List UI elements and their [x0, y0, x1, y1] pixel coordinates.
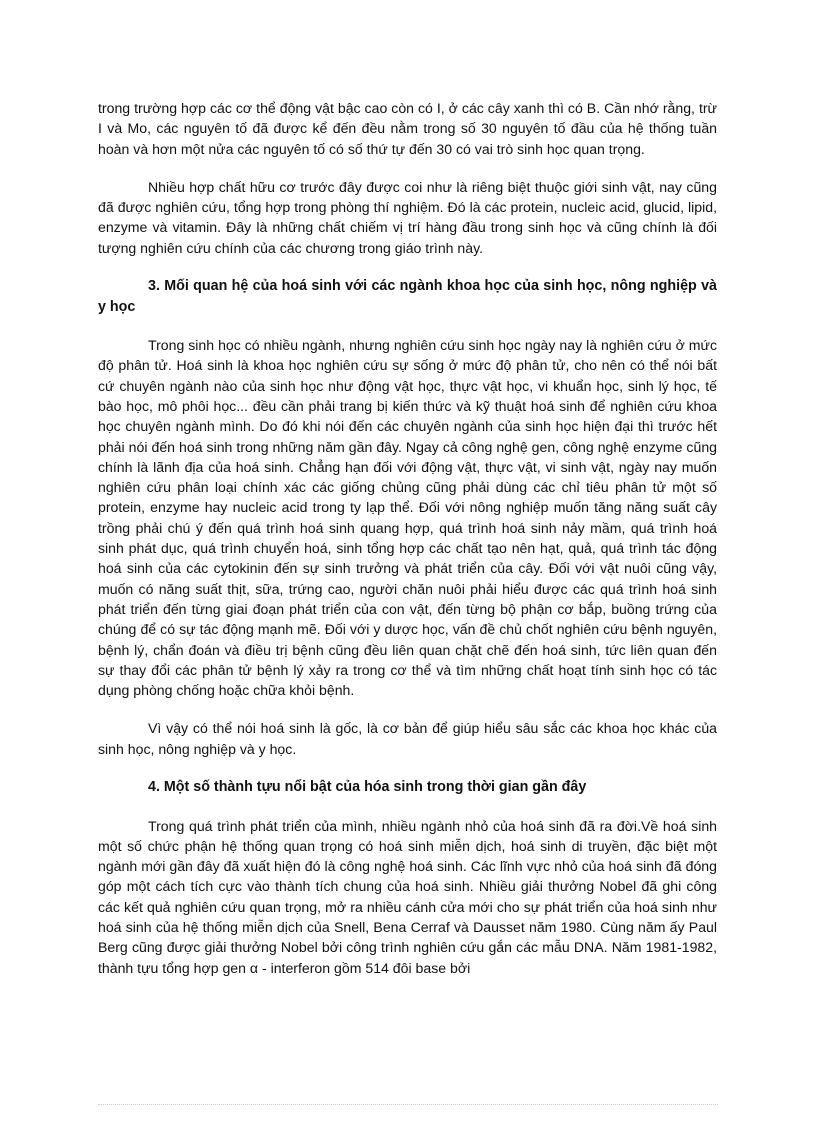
section-heading-3: 3. Mối quan hệ của hoá sinh với các ngành khoa học của sinh học, nông nghiệp và y học	[98, 278, 717, 315]
section-heading-4: 4. Một số thành tựu nổi bật của hóa sinh trong thời gian gần đây	[148, 779, 587, 796]
paragraph-achievements: Trong quá trình phát triển của mình, nhiều ngành nhỏ của hoá sinh đã ra đời.Về hoá sinh một số chức phận hệ thống quan trọng có hoá sinh miễn dịch, hoá sinh di truyền, đặc biệt một ngành mới gần đây đã xuất hiện đó là công nghệ hoá sinh. Các lĩnh vực nhỏ của hoá sinh đã đóng góp một cách tích cực vào thành tích chung của hoá sinh. Nhiều giải thưởng Nobel đã ghi công các kết quả nghiên cứu quan trọng, mở ra nhiều cánh cửa mới cho sự phát triển của hoá sinh như hoá sinh của hệ thống miễn dịch của Snell, Bena Cerraf và Dausset năm 1980. Cùng năm ấy Paul Berg cũng được giải thưởng Nobel bởi công trình nghiên cứu gắn các mẫu DNA. Năm 1981-1982, thành tựu tổng hợp gen α - interferon gồm 514 đôi base bởi	[98, 817, 717, 976]
page-bottom-rule	[98, 1104, 718, 1105]
paragraph-relations: Trong sinh học có nhiều ngành, nhưng nghiên cứu sinh học ngày nay là nghiên cứu ở mức độ phân tử. Hoá sinh là khoa học nghiên cứu sự sống ở mức độ phân tử, cho nên có thể nói bất cứ chuyên ngành nào của sinh học như động vật học, thực vật học, vi khuẩn học, sinh lý học, tế bào học, mô phôi học... đều cần phải trang bị kiến thức và kỹ thuật hoá sinh để nghiên cứu khoa học chuyên ngành mình. Do đó khi nói đến các chuyên ngành của sinh học hiện đại thì trước hết phải nói đến hoá sinh trong những năm gần đây. Ngay cả công nghệ gen, công nghệ enzyme cũng chính là lãnh địa của hoá sinh. Chẳng hạn đối với động vật, thực vật, vi sinh vật, ngày nay muốn nghiên cứu phân loại chính xác các giống chủng cũng phải dùng các chỉ tiêu phân tử một số protein, enzyme hay nucleic acid trong ty lạp thể. Đối với nông nghiệp muốn tăng năng suất cây trồng phải chú ý đến quá trình hoá sinh quang hợp, quá trình hoá sinh nảy mầm, quá trình hoá sinh phát dục, quá trình chuyển hoá, sinh tổng hợp các chất tạo nên hạt, quả, quá trình tác động hoá sinh của các cytokinin đến sự sinh trưởng và phát triển của cây. Đối với vật nuôi cũng vậy, muốn có năng suất thịt, sữa, trứng cao, người chăn nuôi phải hiểu được các quá trình hoá sinh phát triển đến từng giai đoạn phát triển của con vật, đến từng bộ phận cơ bắp, buồng trứng của chúng để có sự tác động mạnh mẽ. Đối với y dược học, vấn đề chủ chốt nghiên cứu bệnh nguyên, bệnh lý, chẩn đoán và điều trị bệnh cũng đều liên quan chặt chẽ đến hoá sinh, tức liên quan đến sự thay đổi các phân tử bệnh lý xảy ra trong cơ thể và tìm những chất hoạt tính sinh học có tác dụng phòng chống hoặc chữa khỏi bệnh.	[98, 337, 717, 699]
document-body	[98, 98, 717, 996]
paragraph-elements: trong trường hợp các cơ thể động vật bậc cao còn có I, ở các cây xanh thì có B. Cần nhớ rằng, trừ I và Mo, các nguyên tố đã được kể đến đều nằm trong số 30 nguyên tố đầu của hệ thống tuần hoàn và hơn một nửa các nguyên tố có số thứ tự đến 30 có vai trò sinh học quan trọng.	[98, 100, 717, 157]
paragraph-organic-compounds: Nhiều hợp chất hữu cơ trước đây được coi như là riêng biệt thuộc giới sinh vật, nay cũng đã được nghiên cứu, tổng hợp trong phòng thí nghiệm. Đó là các protein, nucleic acid, glucid, lipid, enzyme và vitamin. Đây là những chất chiếm vị trí hàng đầu trong sinh học và cũng chính là đối tượng nghiên cứu chính của các chương trong giáo trình này.	[98, 178, 717, 256]
paragraph-conclusion: Vì vậy có thể nói hoá sinh là gốc, là cơ bản để giúp hiểu sâu sắc các khoa học khác của sinh học, nông nghiệp và y học.	[98, 720, 717, 757]
